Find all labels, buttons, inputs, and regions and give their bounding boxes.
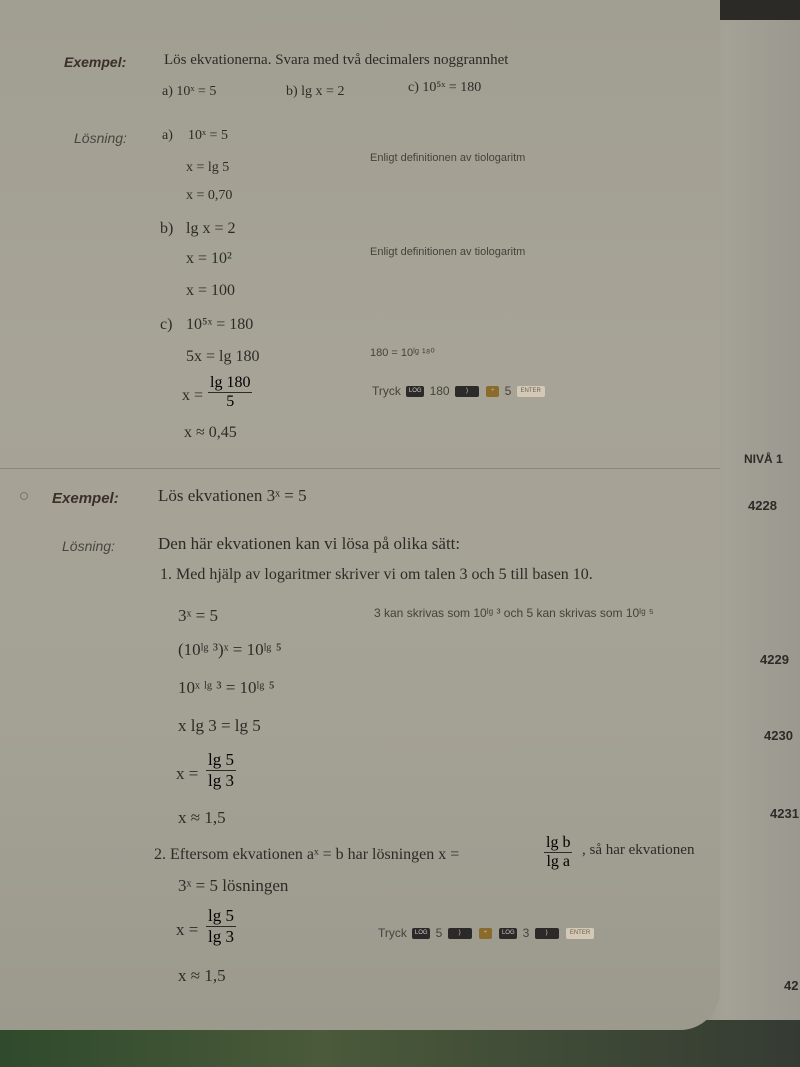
fraction-denominator: lg 3 <box>208 927 234 946</box>
exercise-number: 4229 <box>760 652 789 667</box>
example-label: Exempel: <box>64 54 127 70</box>
equation-line: x ≈ 0,45 <box>184 424 237 441</box>
fraction-numerator: lg b <box>546 834 571 851</box>
exercise-number: 4231 <box>770 806 799 821</box>
solution-label: Lösning: <box>62 538 115 554</box>
method-1-title: 1. Med hjälp av logaritmer skriver vi om talen 3 och 5 till basen 10. <box>160 566 593 583</box>
calculator-key: LOG <box>499 928 517 939</box>
fraction <box>544 834 572 871</box>
equation-line: x = 0,70 <box>186 188 233 203</box>
task-a: a) 10ˣ = 5 <box>162 84 217 99</box>
exercise-number: 42 <box>784 978 799 993</box>
calculator-key: 180 <box>429 384 450 398</box>
equation-line: x ≈ 1,5 <box>178 966 226 985</box>
fraction-numerator: lg 5 <box>208 750 234 769</box>
exercise-number: 4230 <box>764 728 793 743</box>
equation-line: 5x = lg 180 <box>186 348 260 365</box>
equation-line: x = <box>176 920 199 939</box>
example-heading: Lös ekvationerna. Svara med två decimalers noggrannhet <box>164 52 509 68</box>
calculator-key: ENTER <box>517 386 545 397</box>
calculator-key: LOG <box>406 386 424 397</box>
equation-line: x = lg 5 <box>186 160 230 175</box>
calculator-key: ENTER <box>566 928 594 939</box>
fraction-denominator: lg a <box>546 853 570 870</box>
bullet-mark <box>20 492 28 500</box>
part-a-label: a) <box>162 128 173 143</box>
part-b-label: b) <box>160 220 174 237</box>
section-divider <box>0 468 720 469</box>
equation-line: x lg 3 = lg 5 <box>178 716 261 735</box>
task-c: c) 10⁵ˣ = 180 <box>408 80 482 95</box>
example-label: Exempel: <box>52 490 119 507</box>
fraction <box>208 374 252 411</box>
calculator-key: ) <box>455 386 479 397</box>
equation-line: 10⁵ˣ = 180 <box>186 316 254 333</box>
exercise-number: 4228 <box>748 498 777 513</box>
calculator-key: 5 <box>435 926 443 940</box>
equation-line: 10ˣ = 5 <box>188 128 228 143</box>
calculator-key: LOG <box>412 928 430 939</box>
part-c-label: c) <box>160 316 173 333</box>
fraction-denominator: 5 <box>226 393 235 410</box>
solution-label: Lösning: <box>74 130 127 146</box>
fraction-denominator: lg 3 <box>208 771 234 790</box>
method-2-title: 2. Eftersom ekvationen aˣ = b har lösningen x = <box>154 846 460 863</box>
equation-line: 3ˣ = 5 <box>178 606 219 625</box>
example-heading: Lös ekvationen 3ˣ = 5 <box>158 486 307 505</box>
fraction-numerator: lg 180 <box>210 374 251 391</box>
equation-line: x ≈ 1,5 <box>178 808 226 827</box>
method-2-title-cont: , så har ekvationen <box>582 842 695 858</box>
fraction-numerator: lg 5 <box>208 906 234 925</box>
level-label: NIVÅ 1 <box>744 452 783 466</box>
margin-note: 180 = 10ˡᵍ ¹⁸⁰ <box>370 347 435 359</box>
calculator-key: ) <box>448 928 472 939</box>
equation-line: 10ˣ ˡᵍ ³ = 10ˡᵍ ⁵ <box>178 678 275 697</box>
equation-line: x = 100 <box>186 282 236 299</box>
equation-line: x = 10² <box>186 250 232 267</box>
solution-intro: Den här ekvationen kan vi lösa på olika sätt: <box>158 534 461 553</box>
margin-note: Enligt definitionen av tiologaritm <box>370 246 526 258</box>
calculator-instruction <box>372 384 547 398</box>
fraction <box>206 750 236 791</box>
calculator-key: 5 <box>504 384 512 398</box>
equation-line: x = <box>182 387 204 404</box>
equation-line: lg x = 2 <box>186 220 236 237</box>
calculator-key: 3 <box>522 926 530 940</box>
method-2-title-cont: 3ˣ = 5 lösningen <box>178 876 289 895</box>
task-b: b) lg x = 2 <box>286 84 345 99</box>
fraction <box>206 906 236 947</box>
equation-line: x = <box>176 764 199 783</box>
calculator-key: ÷ <box>479 928 492 939</box>
margin-note: 3 kan skrivas som 10ˡᵍ ³ och 5 kan skrivas som 10ˡᵍ ⁵ <box>374 606 654 620</box>
press-label: Tryck <box>378 926 407 940</box>
margin-note: Enligt definitionen av tiologaritm <box>370 152 526 164</box>
calculator-instruction <box>378 926 596 940</box>
equation-line: (10ˡᵍ ³)ˣ = 10ˡᵍ ⁵ <box>178 640 282 659</box>
press-label: Tryck <box>372 384 401 398</box>
calculator-key: ÷ <box>486 386 499 397</box>
calculator-key: ) <box>535 928 559 939</box>
